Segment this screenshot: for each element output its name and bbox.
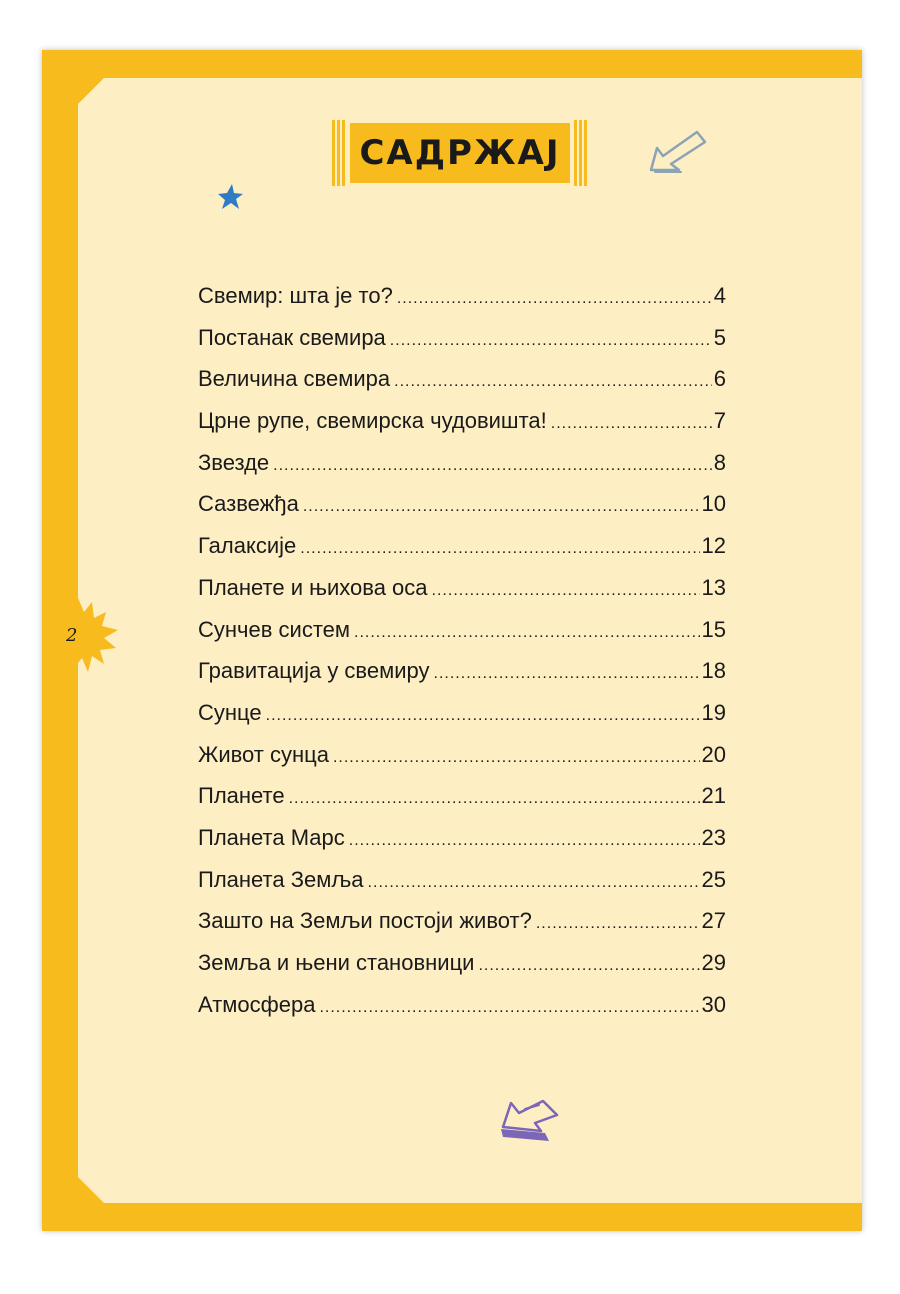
toc-entry-title: Планете и њихова оса bbox=[198, 574, 428, 600]
toc-entry-page: 15 bbox=[701, 616, 726, 642]
toc-entry-title: Галаксије bbox=[198, 533, 297, 559]
toc-entry bbox=[198, 408, 726, 450]
toc-entry-title: Живот сунца bbox=[198, 741, 329, 767]
toc-leader-dots bbox=[354, 624, 700, 642]
toc-entry-page: 20 bbox=[701, 741, 726, 767]
table-of-contents bbox=[198, 283, 726, 1033]
toc-entry bbox=[198, 617, 726, 659]
toc-entry-page: 25 bbox=[701, 866, 726, 892]
toc-leader-dots bbox=[368, 874, 700, 892]
toc-entry-title: Планета Марс bbox=[198, 824, 345, 850]
toc-leader-dots bbox=[289, 790, 700, 808]
toc-entry-title: Сунчев систем bbox=[198, 616, 351, 642]
toc-entry-title: Постанак свемира bbox=[198, 324, 386, 350]
toc-leader-dots bbox=[333, 749, 700, 767]
toc-entry bbox=[198, 533, 726, 575]
toc-entry bbox=[198, 825, 726, 867]
toc-entry-page: 13 bbox=[701, 574, 726, 600]
toc-entry bbox=[198, 992, 726, 1034]
toc-leader-dots bbox=[397, 290, 712, 308]
toc-entry bbox=[198, 366, 726, 408]
toc-entry-title: Звезде bbox=[198, 449, 270, 475]
toc-entry-title: Свемир: шта је то? bbox=[198, 283, 393, 308]
toc-entry-page: 10 bbox=[701, 491, 726, 517]
toc-entry-page: 12 bbox=[701, 533, 726, 559]
arrow-icon bbox=[645, 128, 713, 178]
toc-entry-page: 5 bbox=[713, 324, 726, 350]
toc-entry-title: Атмосфера bbox=[198, 991, 316, 1017]
toc-entry-page: 6 bbox=[713, 366, 726, 392]
toc-entry-page: 8 bbox=[713, 449, 726, 475]
toc-entry bbox=[198, 325, 726, 367]
toc-entry-title: Земља и њени становници bbox=[198, 950, 475, 975]
toc-entry-page: 4 bbox=[713, 283, 726, 308]
toc-title-box bbox=[332, 120, 588, 186]
toc-entry-title: Сунце bbox=[198, 699, 262, 725]
toc-entry bbox=[198, 450, 726, 492]
star-icon bbox=[215, 182, 245, 212]
toc-leader-dots bbox=[319, 999, 699, 1017]
title-stripes-right bbox=[574, 120, 588, 186]
toc-entry-title: Гравитација у свемиру bbox=[198, 658, 430, 684]
toc-entry bbox=[198, 491, 726, 533]
toc-leader-dots bbox=[266, 707, 700, 725]
toc-entry-page: 23 bbox=[701, 824, 726, 850]
toc-entry-title: Црне рупе, свемирска чудовишта! bbox=[198, 408, 547, 434]
toc-leader-dots bbox=[394, 373, 712, 391]
toc-entry-page: 27 bbox=[701, 908, 726, 934]
toc-entry bbox=[198, 908, 726, 950]
toc-entry bbox=[198, 658, 726, 700]
toc-entry-page: 30 bbox=[701, 991, 726, 1017]
toc-entry bbox=[198, 783, 726, 825]
toc-entry bbox=[198, 742, 726, 784]
page-number: 2 bbox=[66, 625, 78, 646]
toc-entry-title: Планета Земља bbox=[198, 866, 364, 892]
toc-entry bbox=[198, 950, 726, 992]
page-title: САДРЖАЈ bbox=[359, 133, 561, 173]
toc-leader-dots bbox=[551, 415, 712, 433]
toc-entry-title: Сазвежђа bbox=[198, 491, 299, 517]
toc-entry-title: Зашто на Земљи постоји живот? bbox=[198, 908, 532, 934]
toc-entry bbox=[198, 867, 726, 909]
title-stripes-left bbox=[332, 120, 346, 186]
toc-leader-dots bbox=[432, 582, 700, 600]
toc-entry bbox=[198, 700, 726, 742]
toc-entry-page: 19 bbox=[701, 699, 726, 725]
toc-entry-page: 21 bbox=[701, 783, 726, 809]
toc-entry-page: 29 bbox=[701, 950, 726, 975]
toc-entry-title: Планете bbox=[198, 783, 285, 809]
arrow-icon bbox=[495, 1095, 567, 1147]
toc-leader-dots bbox=[434, 665, 700, 683]
toc-leader-dots bbox=[273, 457, 712, 475]
toc-entry-page: 18 bbox=[701, 658, 726, 684]
toc-entry bbox=[198, 283, 726, 325]
toc-entry-page: 7 bbox=[713, 408, 726, 434]
toc-leader-dots bbox=[390, 332, 712, 350]
toc-leader-dots bbox=[300, 540, 699, 558]
toc-leader-dots bbox=[349, 832, 700, 850]
toc-leader-dots bbox=[478, 957, 699, 975]
toc-entry bbox=[198, 575, 726, 617]
toc-leader-dots bbox=[536, 915, 700, 933]
toc-leader-dots bbox=[303, 498, 700, 516]
title-plate bbox=[350, 123, 570, 183]
toc-entry-title: Величина свемира bbox=[198, 366, 391, 392]
